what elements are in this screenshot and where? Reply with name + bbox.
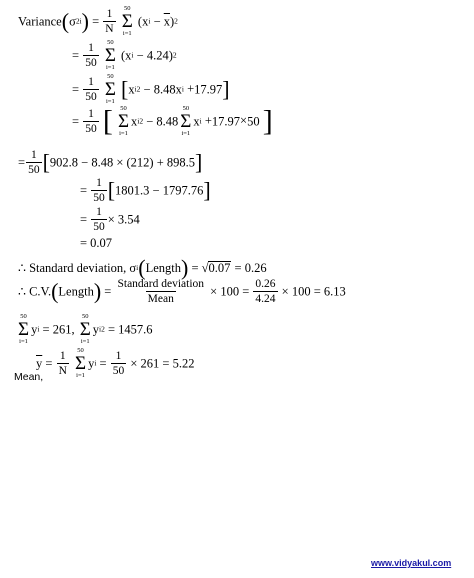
summation-sign: 50 Σ i=1 (18, 313, 30, 345)
summation-sign: 50 Σ i=1 (121, 5, 133, 37)
variance-step-3: = $\frac{1}{50}$ 50 Σ i=1 [xi2 − 8.48xi +17.97] (72, 73, 230, 105)
calc-step-3: = $\frac{1}{50}$ × 3.54 (80, 206, 140, 234)
variance-step-2: = $\frac{1}{50}$ 50 Σ i=1 (xi − 4.24)2 (72, 39, 177, 71)
calc-step-1: = $\frac{1}{50}$ [902.8 − 8.48 × (212) + 898.5] (18, 149, 203, 177)
mean-label: Mean, (14, 371, 44, 383)
coefficient-of-variation-line: ∴ C.V.(Length) = $\frac{\text{Standard deviation}}{\text{Mean}}$ × 100 = $\frac{0.26}{4.24}$ × 100 = 6.13 (18, 278, 346, 306)
variance-definition: Variance(σ2i) = $\frac{1}{N}$ 50 Σ i=1 $(xi - \overline{x})2$ (18, 5, 178, 37)
summation-sign: 50 Σ i=1 (104, 73, 116, 105)
calc-inner-1: 902.8 − 8.48 × (212) + 898.5 (49, 155, 195, 170)
summation-sign: 50 Σ i=1 (104, 39, 116, 71)
calc-inner-2: 1801.3 − 1797.76 (115, 183, 204, 198)
footer-website-link[interactable]: www.vidyakul.com (371, 558, 452, 568)
variance-result: = 0.07 (80, 235, 113, 250)
y-sums-line: 50 Σ i=1 yi = 261, 50 Σ i=1 yi2 = 1457.6 (18, 313, 153, 345)
sigma-symbol: σ (69, 14, 76, 29)
calc-step-2: = $\frac{1}{50}$ [1801.3 − 1797.76] (80, 177, 211, 205)
variance-label: Variance (18, 14, 62, 29)
summation-sign: 50 Σ i=1 (180, 105, 192, 137)
summation-sign: 50 Σ i=1 (75, 347, 87, 379)
standard-deviation-line: ∴ Standard deviation, σi(Length) = √0.07 = 0.26 (18, 255, 267, 280)
mean-formula-line: $\overline{y}$ = $\frac{1}{N}$ 50 Σ i=1 yi = $\frac{1}{50}$ × 261 = 5.22 (36, 347, 195, 379)
fraction-1-over-n: $\frac{1}{N}$ (105, 7, 114, 36)
summation-sign: 50 Σ i=1 (79, 313, 91, 345)
variance-step-4: = $\frac{1}{50}$ [ 50 Σ i=1 xi2 − 8.48 50 Σ i=1 xi +17.97×50 ] (72, 104, 273, 138)
summation-sign: 50 Σ i=1 (117, 105, 129, 137)
